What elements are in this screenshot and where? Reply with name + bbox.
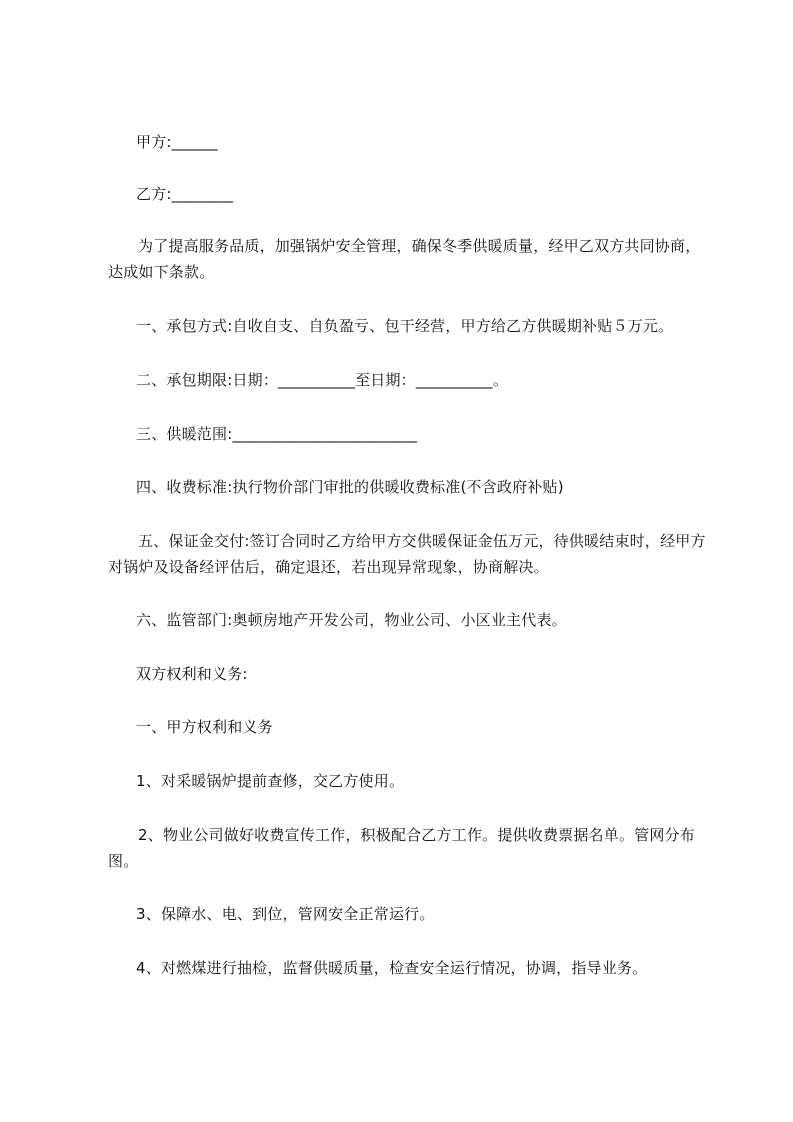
clause-3: 三、供暖范围:________________________ xyxy=(136,425,418,443)
party-a-item-4: 4、对燃煤进行抽检，监督供暖质量，检查安全运行情况，协调，指导业务。 xyxy=(136,959,648,977)
rights-heading: 双方权利和义务: xyxy=(136,665,248,683)
party-a-item-3: 3、保障水、电、到位，管网安全正常运行。 xyxy=(136,905,435,923)
clause-1: 一、承包方式:自收自支、自负盈亏、包干经营，甲方给乙方供暖期补贴５万元。 xyxy=(136,317,674,335)
party-a-item-2: 2、物业公司做好收费宣传工作，积极配合乙方工作。提供收费票据名单。管网分布图。 xyxy=(108,826,695,870)
clause-2: 二、承包期限:日期：__________至日期：__________。 xyxy=(136,371,509,389)
clause-4: 四、收费标准:执行物价部门审批的供暖收费标准(不含政府补贴) xyxy=(136,478,564,496)
party-b-line: 乙方:________ xyxy=(136,185,234,203)
intro-paragraph: 为了提高服务品质，加强锅炉安全管理，确保冬季供暖质量，经甲乙双方共同协商，达成如下条款。 xyxy=(108,237,701,281)
clause-6: 六、监管部门:奥顿房地产开发公司，物业公司、小区业主代表。 xyxy=(136,611,567,629)
party-a-line: 甲方:______ xyxy=(136,133,218,151)
clause-5: 五、保证金交付:签订合同时乙方给甲方交供暖保证金伍万元，待供暖结束时，经甲方对锅炉及设备经评估后，确定退还，若出现异常现象，协商解决。 xyxy=(108,532,706,576)
party-a-heading: 一、甲方权利和义务 xyxy=(136,718,273,736)
party-a-item-1: 1、对采暖锅炉提前查修，交乙方使用。 xyxy=(136,772,405,790)
